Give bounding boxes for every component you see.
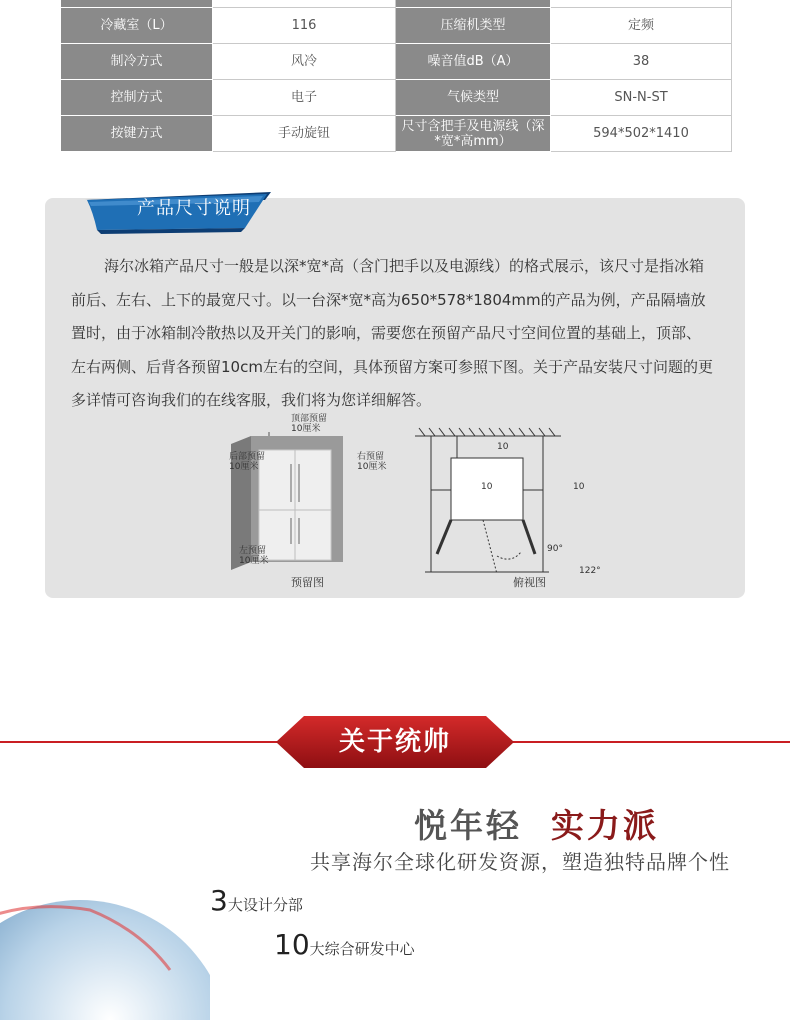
angle-outer: 122° — [579, 566, 601, 576]
label-value: 10厘米 — [291, 424, 321, 434]
label-text: 后部预留 — [229, 452, 266, 462]
label-text: 顶部预留 — [291, 414, 328, 424]
spec-label: 气候类型 — [396, 80, 551, 116]
about-subtitle: 共享海尔全球化研发资源，塑造独特品牌个性 — [310, 850, 730, 874]
spec-label: 制冷方式 — [61, 44, 213, 80]
dim-left: 10 — [481, 482, 493, 492]
spec-value: 116 — [213, 8, 396, 44]
spec-value: 594*502*1410 — [551, 116, 732, 152]
spec-label — [396, 0, 551, 8]
label-value: 10厘米 — [357, 462, 387, 472]
spec-value: SN-N-ST — [551, 80, 732, 116]
left-clearance-label — [239, 546, 268, 566]
spec-value: 手动旋钮 — [213, 116, 396, 152]
size-description: 海尔冰箱产品尺寸一般是以深*宽*高（含门把手以及电源线）的格式展示，该尺寸是指冰箱前后、左右、上下的最宽尺寸。以一台深*宽*高为650*578*1804mm的产品为例，产品隔墙放置时，由于冰箱制冷散热以及开关门的影响，需要您在预留产品尺寸空间位置的基础上，顶部、左右两侧、后背各预留10cm左右的空间，具体预留方案可参照下图。关于产品安装尺寸问题的更多详情可咨询我们的在线客服，我们将为您详细解答。 — [71, 257, 713, 409]
stat-number: 10 — [274, 928, 310, 961]
spec-value — [551, 0, 732, 8]
slogan-part1: 悦年轻 — [414, 806, 522, 845]
slogan — [414, 800, 659, 847]
spec-label: 压缩机类型 — [396, 8, 551, 44]
spec-table — [60, 0, 732, 152]
spec-value: 38 — [551, 44, 732, 80]
table-row — [61, 0, 732, 8]
stat-design-divisions — [210, 884, 303, 917]
spec-value: 风冷 — [213, 44, 396, 80]
right-clearance-label — [357, 452, 386, 472]
spec-label — [61, 0, 213, 8]
about-title: 关于统帅 — [338, 727, 451, 757]
spec-label: 噪音值dB（A） — [396, 44, 551, 80]
section-tab — [67, 190, 277, 234]
table-row — [61, 116, 732, 152]
table-row — [61, 44, 732, 80]
spec-label: 控制方式 — [61, 80, 213, 116]
section-title: 产品尺寸说明 — [137, 198, 251, 219]
clearance-illustration — [181, 414, 571, 594]
spec-value: 电子 — [213, 80, 396, 116]
dim-right: 10 — [573, 482, 585, 492]
stat-label: 大设计分部 — [227, 896, 303, 914]
angle-inner: 90° — [547, 544, 563, 554]
slogan-part2: 实力派 — [550, 806, 659, 845]
back-clearance-label — [229, 452, 265, 472]
size-diagram — [181, 414, 601, 594]
divider-left — [0, 741, 300, 743]
spec-label: 按键方式 — [61, 116, 213, 152]
about-banner — [276, 716, 514, 768]
topview-caption: 俯视图 — [513, 576, 546, 589]
divider-right — [490, 741, 790, 743]
stat-label: 大综合研发中心 — [309, 940, 415, 958]
globe-illustration — [0, 880, 210, 1020]
spec-label: 冷藏室（L） — [61, 8, 213, 44]
label-value: 10厘米 — [229, 462, 259, 472]
label-text: 左预留 — [239, 546, 267, 556]
label-text: 右预留 — [357, 452, 385, 462]
spec-value: 定频 — [551, 8, 732, 44]
size-explanation-panel — [45, 198, 745, 598]
table-row — [61, 8, 732, 44]
clearance-caption: 预留图 — [291, 576, 324, 589]
spec-value — [213, 0, 396, 8]
table-row — [61, 80, 732, 116]
stat-rd-centers — [274, 928, 415, 961]
spec-label: 尺寸含把手及电源线（深*宽*高mm） — [396, 116, 551, 152]
stat-number: 3 — [210, 884, 228, 917]
dim-top: 10 — [497, 442, 509, 452]
label-value: 10厘米 — [239, 556, 269, 566]
top-clearance-label — [291, 414, 327, 434]
